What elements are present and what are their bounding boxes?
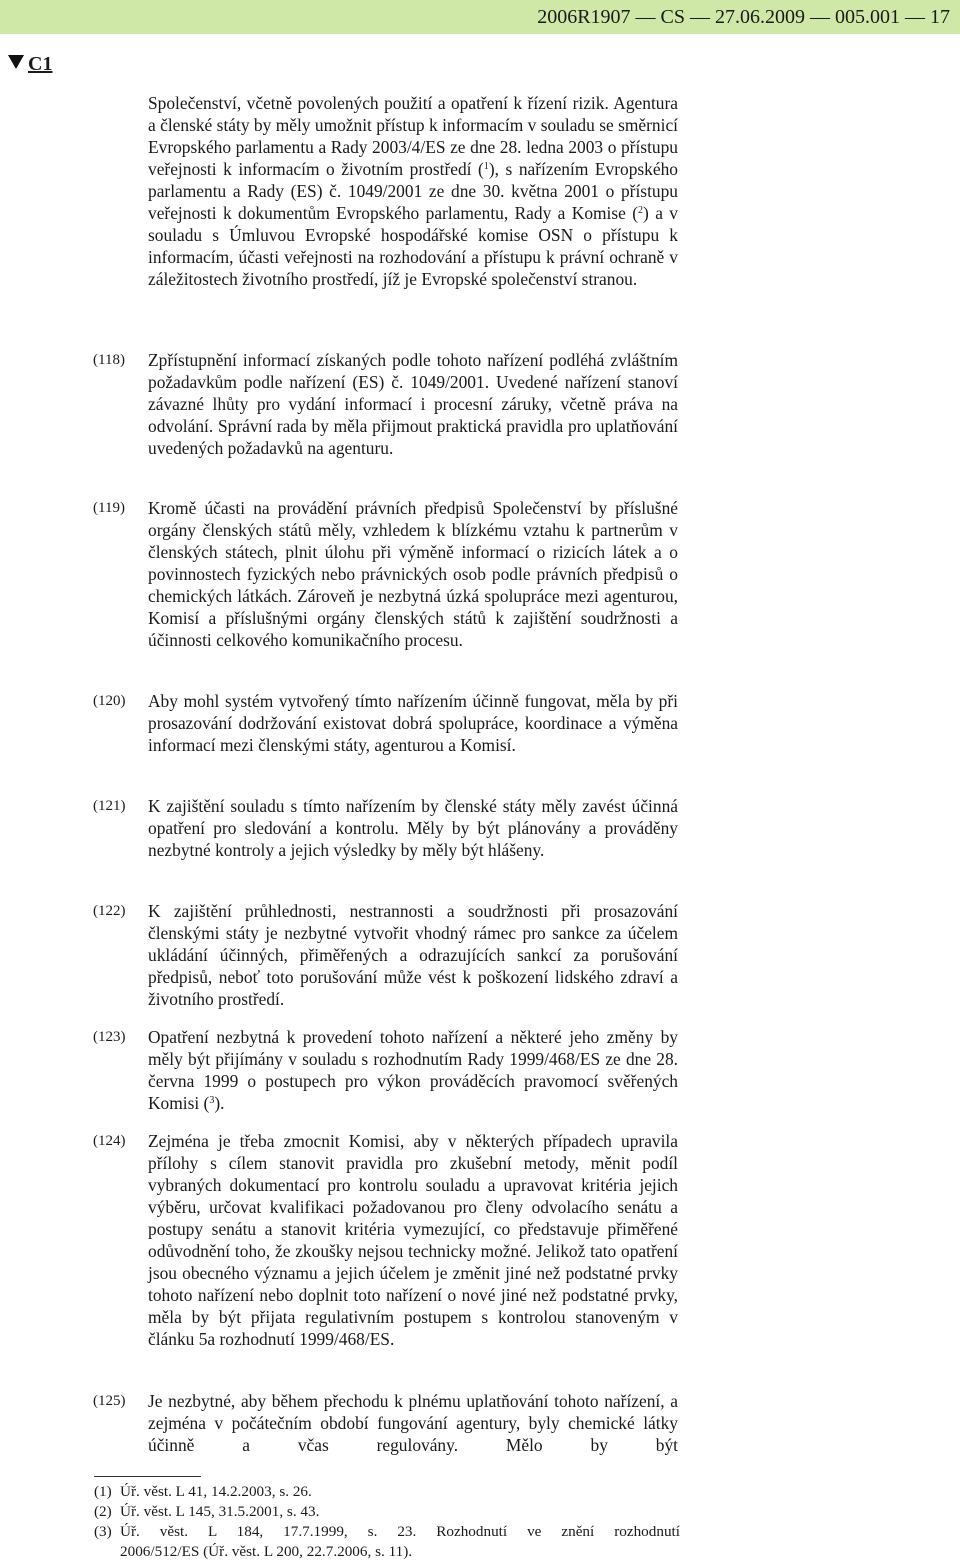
triangle-down-icon — [8, 55, 24, 69]
document-reference: 2006R1907 — CS — 27.06.2009 — 005.001 — 17 — [537, 6, 950, 28]
footnote-3 — [94, 1522, 680, 1562]
recital-text-body: Opatření nezbytná k provedení tohoto nařízení a některé jeho změny by měly být přijímány v souladu s rozhodnutím Rady 1999/468/ES ze dne 28. června 1999 o postupech pro výkon prováděcích pravomocí svěřených Komisi ( — [148, 1027, 678, 1113]
recital-text: K zajištění souladu s tímto nařízením by členské státy měly zavést účinná opatření pro sledování a kontrolu. Měly by být plánovány a prováděny nezbytné kontroly a jejich výsledky by měly být hlášeny. — [148, 796, 678, 860]
footnote-text-continued: 2006/512/ES (Úř. věst. L 200, 22.7.2006, s. 11). — [120, 1543, 413, 1560]
recital-text: Aby mohl systém vytvořený tímto nařízením účinně fungovat, měla by při prosazování dodržování existovat dobrá spolupráce, koordinace a výměna informací mezi členskými státy, agenturou a Komisí. — [148, 691, 678, 755]
recital-number: (123) — [93, 1029, 126, 1045]
recital-number: (125) — [93, 1393, 126, 1409]
footnote-2 — [94, 1502, 680, 1522]
footnote-text: Úř. věst. L 41, 14.2.2003, s. 26. — [120, 1483, 312, 1500]
footnote-ref-1[interactable]: 1 — [483, 161, 489, 172]
intro-text: Společenství, včetně povolených použití a opatření k řízení rizik. Agentura a členské státy by měly umožnit přístup k informacím v souladu se směrnicí Evropského parlamentu a Rady 2003/4/ES ze dne 28. ledna 2003 o přístupu veřejnosti k informacím o životním prostředí ( — [148, 93, 678, 179]
intro-text-end: ) a v souladu s Úmluvou Evropské hospodářské komise OSN o přístupu k informacím, účasti veřejnosti na rozhodování a přístupu k právní ochraně v záležitostech životního prostředí, jíž je Evropské společenství stranou. — [148, 203, 678, 289]
intro-text-mid: ), s nařízením Evropského parlamentu a Rady (ES) č. 1049/2001 ze dne 30. května 2001 o přístupu veřejnosti k dokumentům Evropského parlamentu, Rady a Komise ( — [148, 159, 678, 223]
recital-text: Zpřístupnění informací získaných podle tohoto nařízení podléhá zvláštním požadavkům podle nařízení (ES) č. 1049/2001. Uvedené nařízení stanoví závazné lhůty pro vydání informací i procesní záruky, včetně práva na odvolání. Správní rada by měla přijmout praktická pravidla pro uplatňování uvedených požadavků na agenturu. — [148, 350, 678, 458]
recital-text: Kromě účasti na provádění právních předpisů Společenství by příslušné orgány členských států měly, vzhledem k blízkému vztahu k partnerům v členských státech, plnit úlohu při výměně informací o rizicích látek a o povinnostech fyzických nebo právnických osob podle právních předpisů o chemických látkách. Zároveň je nezbytná úzká spolupráce mezi agenturou, Komisí a příslušnými orgány členských států k zajištění soudržnosti a účinnosti celkového komunikačního procesu. — [148, 498, 678, 650]
footnote-ref-2[interactable]: 2 — [638, 205, 644, 216]
recital-number: (122) — [93, 903, 126, 919]
recital-number: (118) — [93, 352, 125, 368]
recital-text: K zajištění průhlednosti, nestrannosti a soudržnosti při prosazování členskými státy je nezbytné vytvořit vhodný rámec pro sankce za účelem ukládání účinných, přiměřených a odrazujících sankcí za porušování předpisů, neboť toto porušování může vést k poškození lidského zdraví a životního prostředí. — [148, 901, 678, 1009]
footnote-number: (3) — [94, 1523, 112, 1540]
footnote-divider — [94, 1476, 201, 1477]
recital-text-end: ). — [214, 1093, 225, 1113]
footnote-text: Úř. věst. L 145, 31.5.2001, s. 43. — [120, 1503, 320, 1520]
recital-text: Je nezbytné, aby během přechodu k plnému uplatňování tohoto nařízení, a zejména v počátečním období fungování agentury, byly chemické látky účinně a včas regulovány. Mělo by být — [148, 1391, 678, 1455]
footnote-ref-3[interactable]: 3 — [209, 1095, 215, 1106]
header-bar — [0, 0, 960, 34]
amendment-label: C1 — [28, 53, 53, 75]
footnote-text: Úř. věst. L 184, 17.7.1999, s. 23. Rozhodnutí ve znění rozhodnutí — [120, 1523, 680, 1540]
footnote-number: (1) — [94, 1483, 112, 1500]
recital-number: (120) — [93, 693, 126, 709]
recital-number: (124) — [93, 1133, 126, 1149]
recital-number: (119) — [93, 500, 125, 516]
recital-text — [148, 1026, 678, 1114]
recital-text: Zejména je třeba zmocnit Komisi, aby v některých případech upravila přílohy s cílem stanovit pravidla pro zkušební metody, měnit podíl vybraných dokumentací pro kontrolu souladu a upravovat kritéria jejich výběru, určovat kvalifikaci požadovanou pro členy odvolacího senátu a postupy senátu a stanovit kritéria vymezující, co představuje přiměřené odůvodnění toho, že zkoušky nejsou technicky možné. Jelikož tato opatření jsou obecného významu a jejich účelem je změnit jiné než podstatné prvky tohoto nařízení nebo doplnit toto nařízení o nové jiné než podstatné prvky, měla by být přijata regulativním postupem s kontrolou stanoveným v článku 5a rozhodnutí 1999/468/ES. — [148, 1131, 678, 1349]
footnote-1 — [94, 1482, 680, 1502]
intro-paragraph — [148, 92, 678, 290]
amendment-marker — [8, 52, 52, 76]
footnote-number: (2) — [94, 1503, 112, 1520]
recital-number: (121) — [93, 798, 126, 814]
